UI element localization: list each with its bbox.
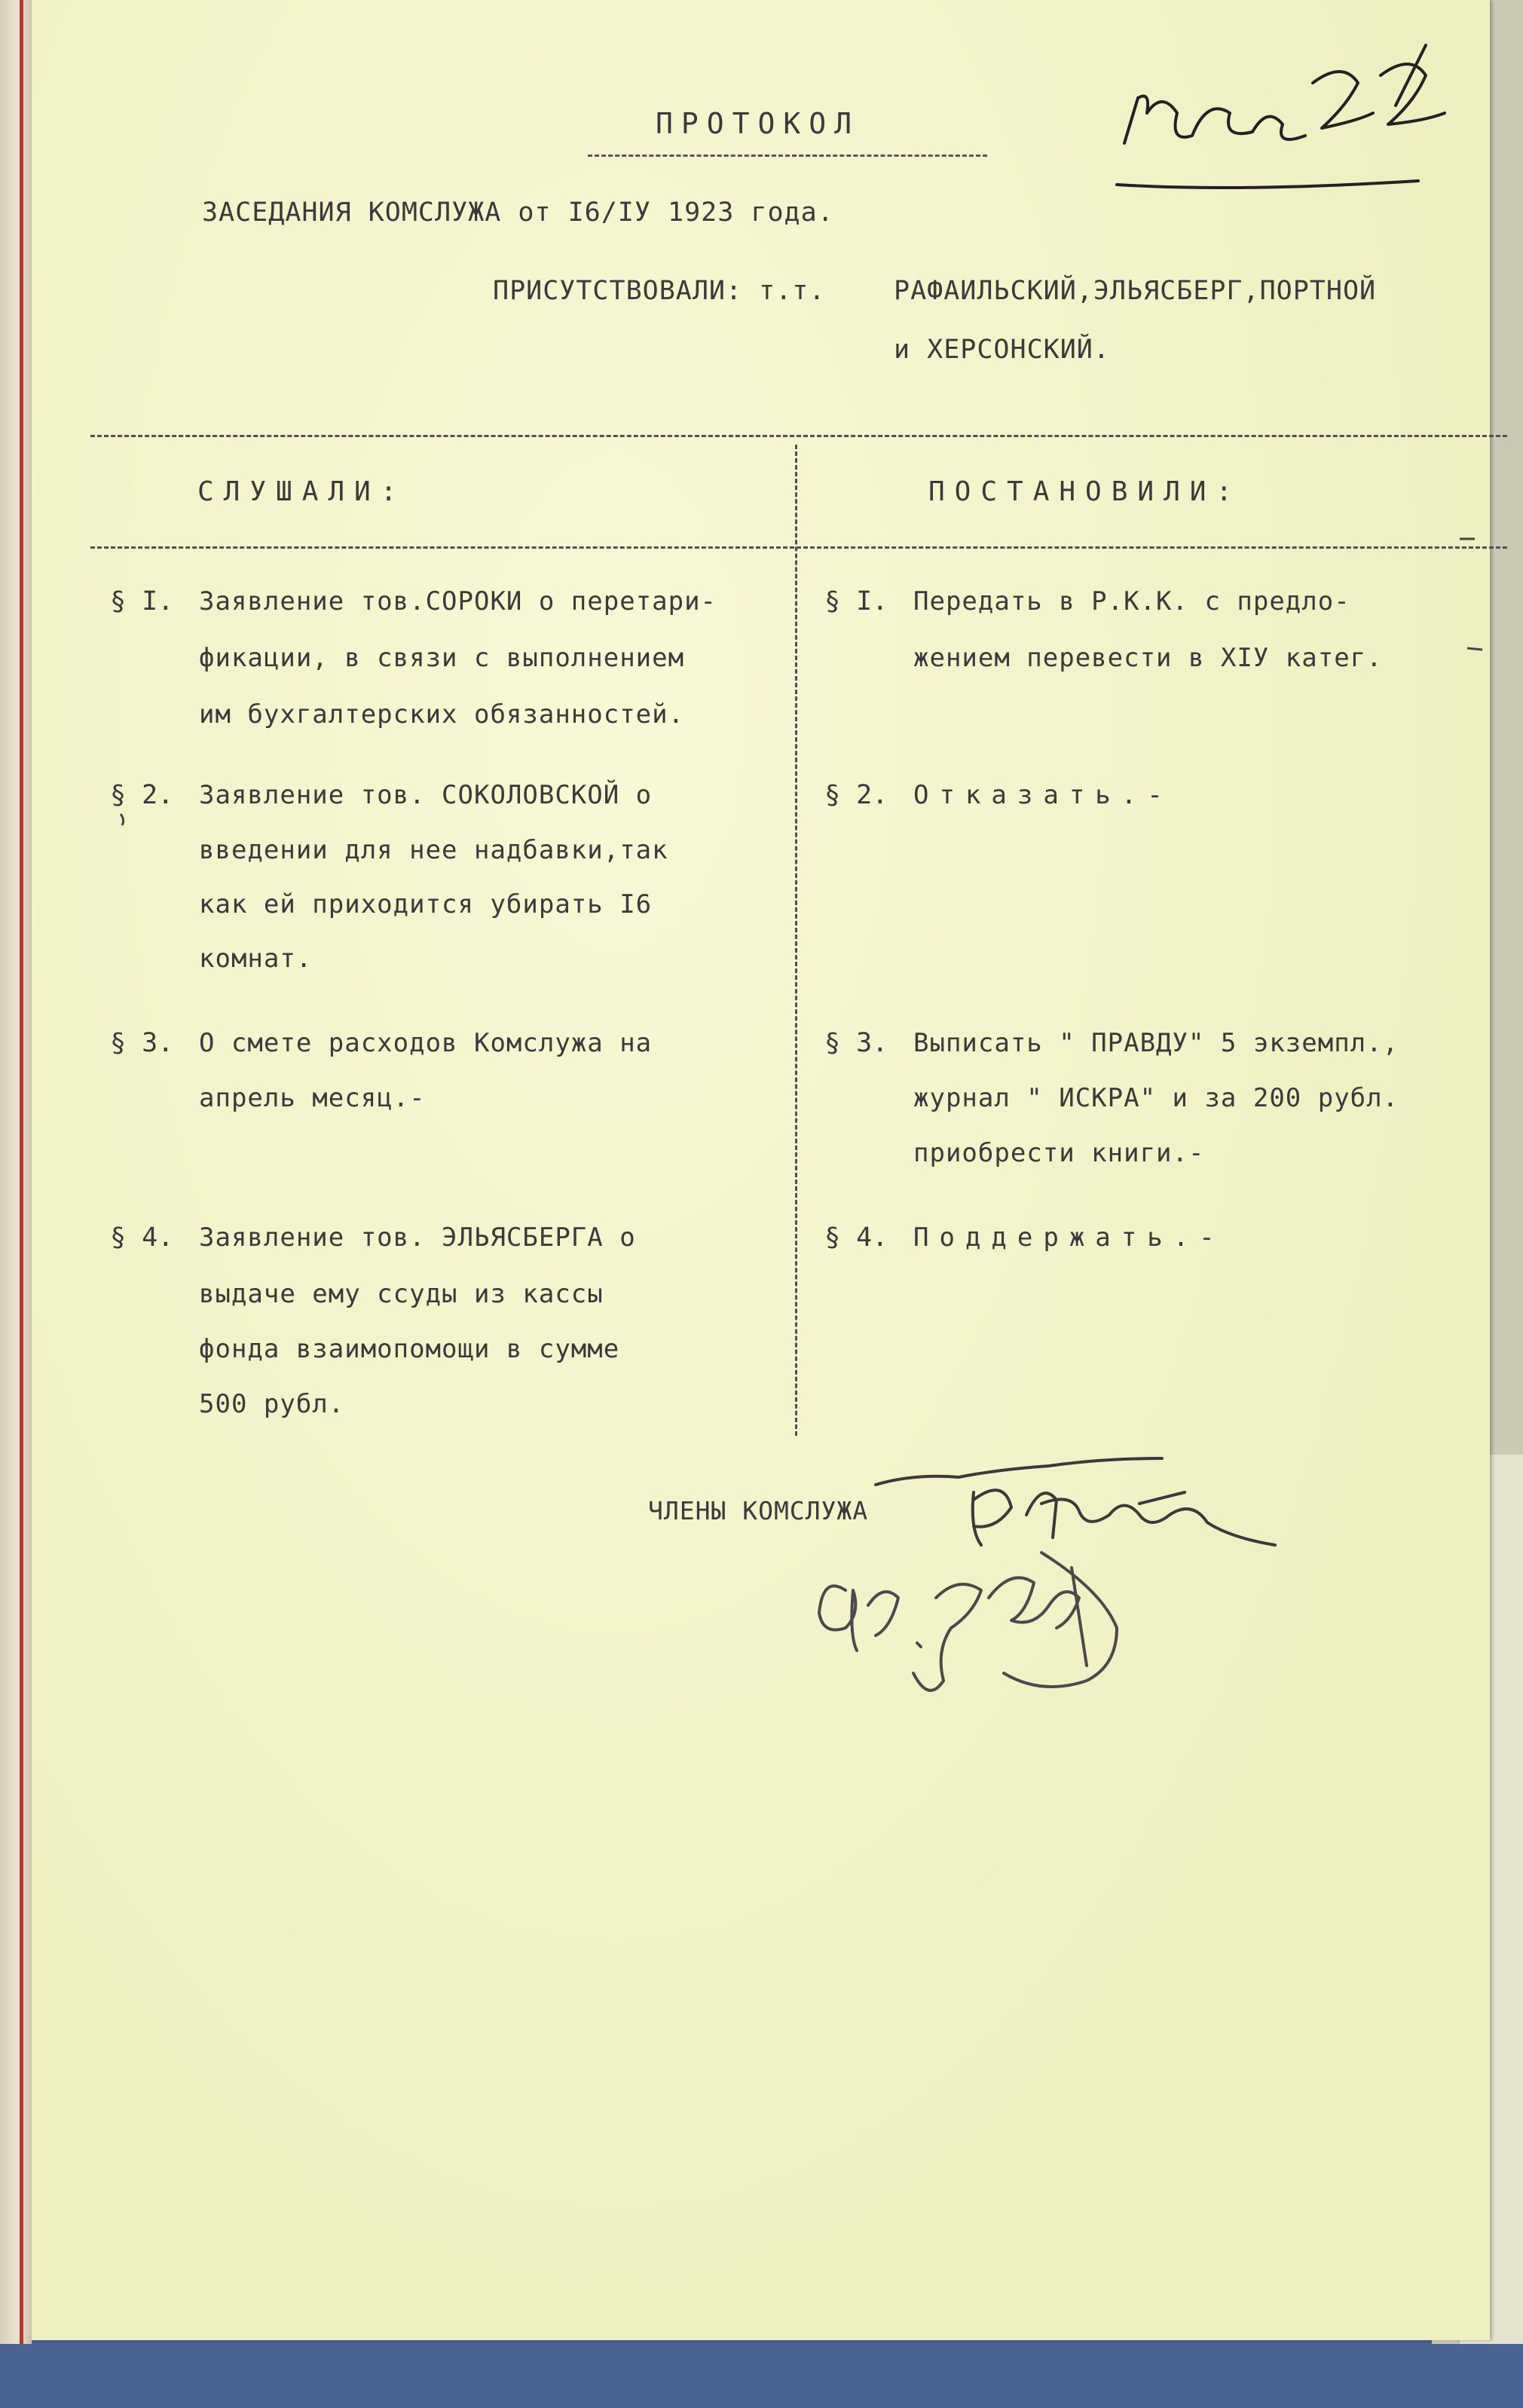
item-3-resolved-line-2: журнал " ИСКРА" и за 200 рубл. xyxy=(913,1083,1399,1113)
item-2-heard-line-1: Заявление тов. СОКОЛОВСКОЙ о xyxy=(199,780,653,810)
present-names-2: и ХЕРСОНСКИЙ. xyxy=(894,335,1110,365)
item-1-number-resolved: § I. xyxy=(824,586,888,617)
heard-header: СЛУШАЛИ: xyxy=(197,476,407,507)
table-header-rule xyxy=(90,546,1507,549)
item-4-number-heard: § 4. xyxy=(110,1222,174,1253)
item-4-resolved-line-1: Поддержать.- xyxy=(913,1222,1225,1253)
item-1-resolved-line-1: Передать в Р.К.К. с предло- xyxy=(913,586,1350,617)
item-2-heard-line-2: введении для нее надбавки,так xyxy=(199,835,668,865)
item-2-heard-line-4: комнат. xyxy=(199,944,313,974)
meeting-line: ЗАСЕДАНИЯ КОМСЛУЖА от I6/IУ 1923 года. xyxy=(202,197,834,228)
signature-1 xyxy=(876,1458,1275,1545)
item-1-heard-line-2: фикации, в связи с выполнением xyxy=(199,643,685,673)
present-label: ПРИСУТСТВОВАЛИ: т.т. xyxy=(493,276,826,306)
document-title: ПРОТОКОЛ xyxy=(656,107,861,140)
background-surface xyxy=(0,2344,1523,2408)
item-4-heard-line-4: 500 рубл. xyxy=(199,1389,345,1419)
item-3-resolved-line-3: приобрести книги.- xyxy=(913,1138,1205,1168)
item-4-heard-line-2: выдаче ему ссуды из кассы xyxy=(199,1279,604,1309)
item-4-heard-line-3: фонда взаимопомощи в сумме xyxy=(199,1334,620,1364)
item-4-heard-line-1: Заявление тов. ЭЛЬЯСБЕРГА о xyxy=(199,1222,636,1253)
present-names-1: РАФАИЛЬСКИЙ,ЭЛЬЯСБЕРГ,ПОРТНОЙ xyxy=(894,276,1377,306)
table-column-divider xyxy=(795,445,797,1436)
members-label: ЧЛЕНЫ КОМСЛУЖА xyxy=(648,1496,869,1525)
item-2-resolved-line-1: Отказать.- xyxy=(913,780,1173,810)
item-3-number-resolved: § 3. xyxy=(824,1028,888,1058)
item-1-number-heard: § I. xyxy=(110,586,174,617)
item-3-number-heard: § 3. xyxy=(110,1028,174,1058)
item-1-heard-line-1: Заявление тов.СОРОКИ о перетари- xyxy=(199,586,717,617)
signature-2 xyxy=(819,1553,1117,1690)
item-3-heard-line-2: апрель месяц.- xyxy=(199,1083,426,1113)
folder-red-line xyxy=(20,0,23,2408)
item-2-number-heard: § 2. xyxy=(110,780,174,810)
item-3-resolved-line-1: Выписать " ПРАВДУ" 5 экземпл., xyxy=(913,1028,1399,1058)
item-4-number-resolved: § 4. xyxy=(824,1222,888,1253)
item-1-resolved-line-2: жением перевести в XIУ катег. xyxy=(913,643,1383,673)
item-2-number-resolved: § 2. xyxy=(824,780,888,810)
resolved-header: ПОСТАНОВИЛИ: xyxy=(928,476,1243,507)
item-1-heard-line-3: им бухгалтерских обязанностей. xyxy=(199,699,685,730)
folder-edge xyxy=(0,0,32,2408)
protocol-page xyxy=(32,0,1490,2340)
table-top-rule xyxy=(90,435,1507,437)
item-3-heard-line-1: О смете расходов Комслужа на xyxy=(199,1028,653,1058)
title-underline xyxy=(588,155,987,157)
item-2-heard-line-3: как ей приходится убирать I6 xyxy=(199,889,653,919)
handwritten-marks xyxy=(32,0,1490,2340)
archive-note xyxy=(1117,45,1445,188)
